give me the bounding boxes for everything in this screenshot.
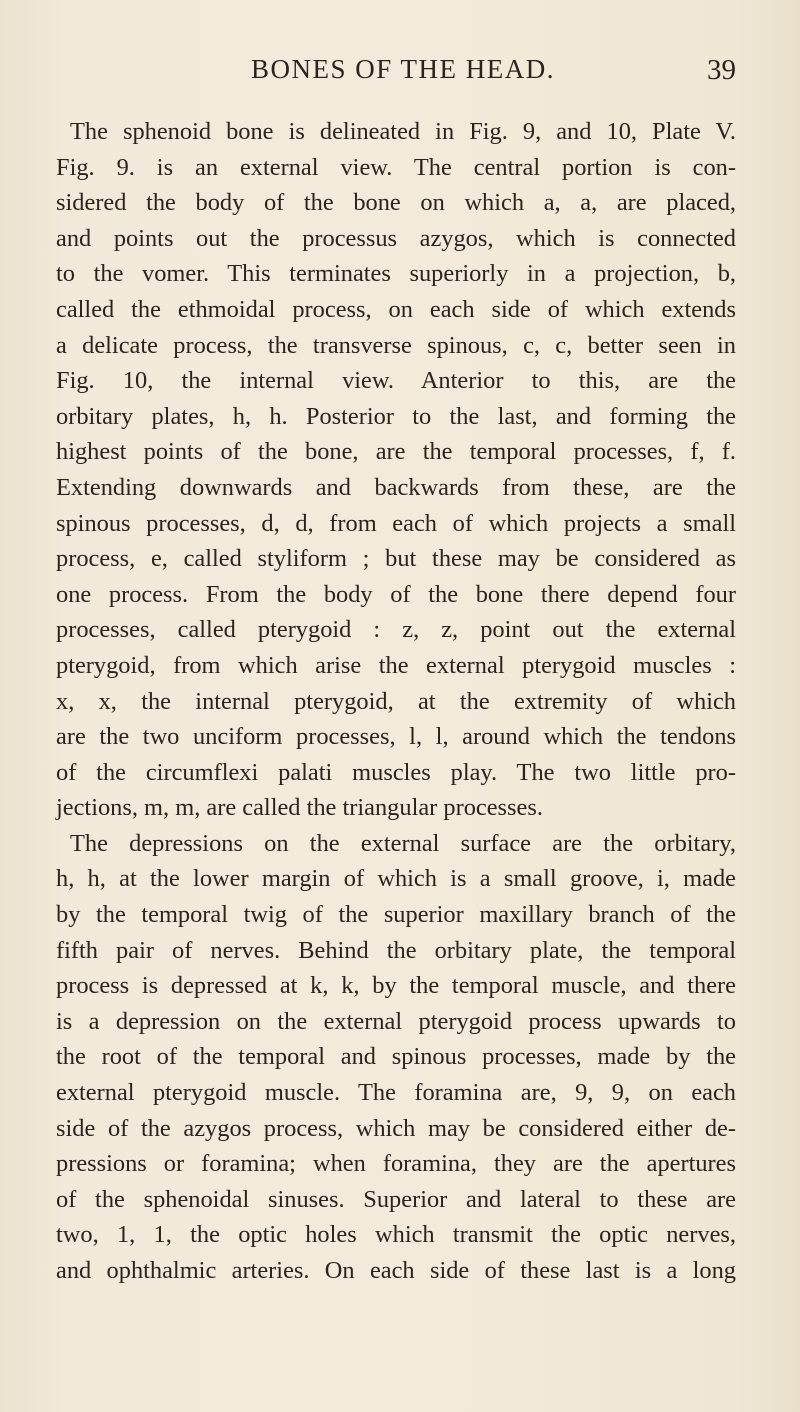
text-line: process, e, called styliform ; but these may be considered as	[56, 545, 736, 573]
text-line: The depressions on the external surface are the orbitary,	[70, 829, 736, 857]
text-line: orbitary plates, h, h. Posterior to the last, and forming the	[56, 402, 736, 430]
text-line: are the two unciform processes, l, l, around which the tendons	[56, 723, 736, 751]
text-line: a delicate process, the transverse spinous, c, c, better seen in	[56, 331, 736, 359]
text-line: side of the azygos process, which may be considered either de-	[56, 1114, 736, 1142]
text-line: highest points of the bone, are the temporal processes, f, f.	[56, 438, 736, 466]
text-line: fifth pair of nerves. Behind the orbitary plate, the temporal	[56, 936, 736, 964]
text-line: of the sphenoidal sinuses. Superior and lateral to these are	[56, 1185, 736, 1213]
text-line: processes, called pterygoid : z, z, point out the external	[56, 616, 736, 644]
text-line: pterygoid, from which arise the external pterygoid muscles :	[56, 651, 736, 679]
text-line: h, h, at the lower margin of which is a small groove, i, made	[56, 865, 736, 893]
text-line: external pterygoid muscle. The foramina are, 9, 9, on each	[56, 1079, 736, 1107]
text-line: The sphenoid bone is delineated in Fig. 9, and 10, Plate V.	[70, 118, 736, 145]
text-line: Extending downwards and backwards from these, are the	[56, 473, 736, 501]
running-head: BONES OF THE HEAD.	[251, 54, 556, 84]
text-line: is a depression on the external pterygoid process upwards to	[56, 1007, 736, 1035]
text-line: sidered the body of the bone on which a, a, are placed,	[56, 189, 736, 217]
text-line: jections, m, m, are called the triangular processes.	[56, 794, 543, 822]
text-line: and points out the processus azygos, which is connected	[56, 224, 736, 252]
text-line: one process. From the body of the bone there depend four	[56, 580, 736, 608]
text-line: to the vomer. This terminates superiorly in a projection, b,	[56, 260, 736, 288]
text-line: called the ethmoidal process, on each side of which extends	[56, 295, 736, 323]
text-line: and ophthalmic arteries. On each side of these last is a long	[56, 1257, 736, 1284]
text-line: pressions or foramina; when foramina, they are the apertures	[56, 1150, 736, 1178]
page-number: 39	[707, 54, 736, 86]
text-line: x, x, the internal pterygoid, at the extremity of which	[56, 687, 736, 715]
text-line: process is depressed at k, k, by the temporal muscle, and there	[56, 972, 736, 1000]
text-line: of the circumflexi palati muscles play. The two little pro-	[56, 758, 736, 786]
text-line: the root of the temporal and spinous processes, made by the	[56, 1043, 736, 1071]
page-header	[0, 54, 800, 94]
body-text	[56, 114, 736, 1289]
text-line: two, 1, 1, the optic holes which transmit the optic nerves,	[56, 1221, 736, 1249]
text-line: by the temporal twig of the superior maxillary branch of the	[56, 901, 736, 929]
text-line: Fig. 9. is an external view. The central portion is con-	[56, 153, 736, 181]
text-line: spinous processes, d, d, from each of which projects a small	[56, 509, 736, 537]
text-line: Fig. 10, the internal view. Anterior to this, are the	[56, 367, 736, 395]
